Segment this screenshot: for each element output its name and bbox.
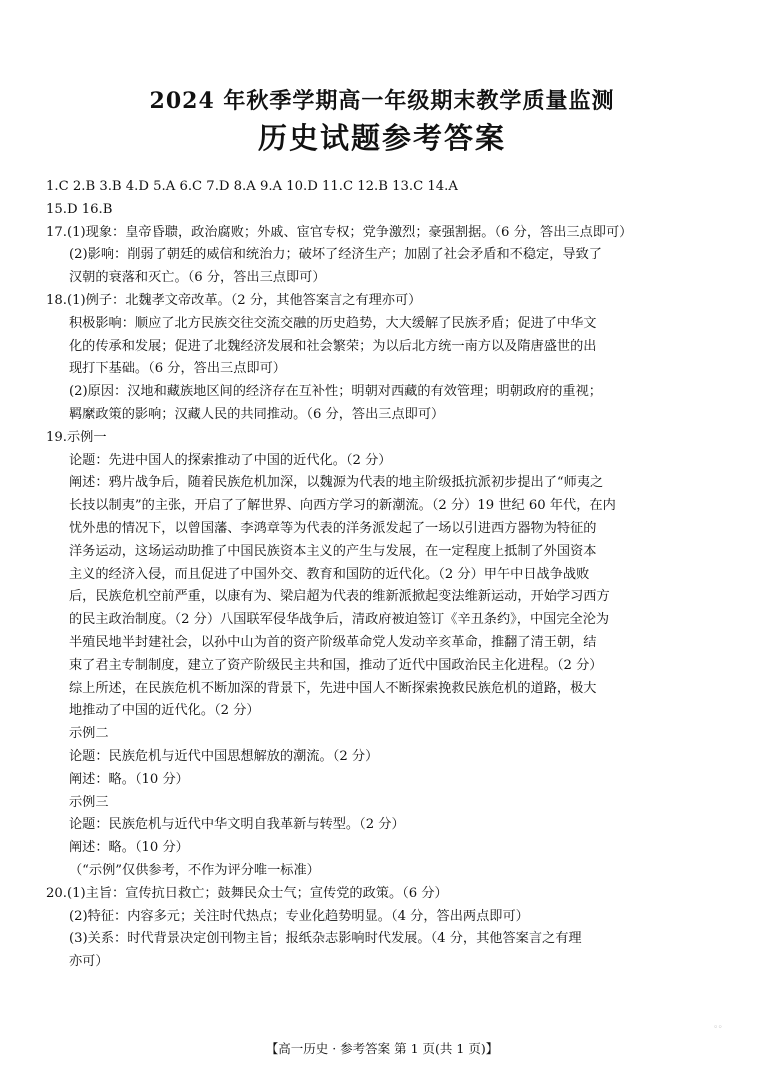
answer-line: 化的传承和发展；促进了北魏经济发展和社会繁荣；为以后北方统一南方以及隋唐盛世的出 bbox=[69, 338, 597, 354]
answer-line: 羁縻政策的影响；汉藏人民的共同推动。（6 分，答出三点即可） bbox=[69, 406, 445, 422]
answer-line: 亦可） bbox=[69, 954, 109, 970]
answer-line: 20.(1)主旨：宣传抗日救亡；鼓舞民众士气；宣传党的政策。（6 分） bbox=[46, 885, 448, 901]
answer-line: 论题：先进中国人的探索推动了中国的近代化。（2 分） bbox=[69, 452, 392, 468]
page-footer: 【高一历史 · 参考答案 第 1 页(共 1 页)】 bbox=[265, 1041, 499, 1056]
answer-line: 18.(1)例子：北魏孝文帝改革。（2 分，其他答案言之有理亦可） bbox=[46, 292, 422, 308]
answer-content bbox=[46, 176, 710, 974]
answer-line: （“示例”仅供参考，不作为评分唯一标准） bbox=[69, 862, 320, 878]
answer-line: 19.示例一 bbox=[46, 429, 107, 445]
answer-line: 现打下基础。（6 分，答出三点即可） bbox=[69, 361, 286, 377]
answer-line: 综上所述，在民族危机不断加深的背景下，先进中国人不断探索挽救民族危机的道路，极大 bbox=[69, 680, 597, 696]
answer-line: 主义的经济入侵，而且促进了中国外交、教育和国防的近代化。（2 分）甲午中日战争战败 bbox=[69, 566, 590, 582]
answer-line: 地推动了中国的近代化。（2 分） bbox=[69, 703, 260, 719]
answer-line: 示例二 bbox=[69, 726, 109, 742]
answer-line: (2)影响：削弱了朝廷的威信和统治力；破坏了经济生产；加剧了社会矛盾和不稳定，导致了 bbox=[69, 247, 602, 263]
exam-title: 2024 年秋季学期高一年级期末教学质量监测 bbox=[149, 88, 615, 114]
answer-line: 汉朝的衰落和灭亡。（6 分，答出三点即可） bbox=[69, 270, 326, 286]
answer-line: 束了君主专制制度，建立了资产阶级民主共和国，推动了近代中国政治民主化进程。（2 分） bbox=[69, 657, 603, 673]
answer-line: 后，民族危机空前严重，以康有为、梁启超为代表的维新派掀起变法维新运动，开始学习西方 bbox=[69, 589, 610, 605]
answer-line: 洋务运动，这场运动助推了中国民族资本主义的产生与发展，在一定程度上抵制了外国资本 bbox=[69, 543, 597, 559]
answer-line: 1.C 2.B 3.B 4.D 5.A 6.C 7.D 8.A 9.A 10.D 11.C 12.B 13.C 14.A bbox=[46, 179, 458, 194]
answer-line: 积极影响：顺应了北方民族交往交流交融的历史趋势，大大缓解了民族矛盾；促进了中华文 bbox=[69, 315, 597, 331]
answer-line: 17.(1)现象：皇帝昏聩，政治腐败；外戚、宦官专权；党争激烈；豪强割据。（6 分，答出三点即可） bbox=[46, 224, 633, 240]
answer-line: 15.D 16.B bbox=[46, 201, 113, 217]
answer-line: 阐述：略。（10 分） bbox=[69, 771, 189, 787]
answer-line: 的民主政治制度。（2 分）八国联军侵华战争后，清政府被迫签订《辛丑条约》，中国完全沦为 bbox=[69, 612, 610, 628]
answer-line: (3)关系：时代背景决定创刊物主旨；报纸杂志影响时代发展。（4 分，其他答案言之有理 bbox=[69, 931, 582, 947]
answer-line: (2)原因：汉地和藏族地区间的经济存在互补性；明朝对西藏的有效管理；明朝政府的重视； bbox=[69, 384, 602, 400]
answer-line: (2)特征：内容多元；关注时代热点；专业化趋势明显。（4 分，答出两点即可） bbox=[69, 908, 529, 924]
document-subtitle: 历史试题参考答案 bbox=[257, 121, 506, 155]
answer-line: 忧外患的情况下，以曾国藩、李鸿章等为代表的洋务派发起了一场以引进西方器物为特征的 bbox=[69, 520, 597, 536]
answer-line: 半殖民地半封建社会，以孙中山为首的资产阶级革命党人发动辛亥革命，推翻了清王朝，结 bbox=[69, 634, 597, 650]
answer-line: 长技以制夷”的主张，开启了了解世界、向西方学习的新潮流。（2 分）19 世纪 60 年代，在内 bbox=[69, 498, 616, 514]
corner-mark: 。。 bbox=[714, 1020, 728, 1030]
answer-line: 论题：民族危机与近代中华文明自我革新与转型。（2 分） bbox=[69, 817, 405, 833]
answer-line: 阐述：鸦片战争后，随着民族危机加深，以魏源为代表的地主阶级抵抗派初步提出了“师夷之 bbox=[69, 475, 604, 491]
answer-line: 阐述：略。（10 分） bbox=[69, 840, 189, 856]
answer-line: 论题：民族危机与近代中国思想解放的潮流。（2 分） bbox=[69, 748, 379, 764]
answer-line: 示例三 bbox=[69, 794, 109, 810]
